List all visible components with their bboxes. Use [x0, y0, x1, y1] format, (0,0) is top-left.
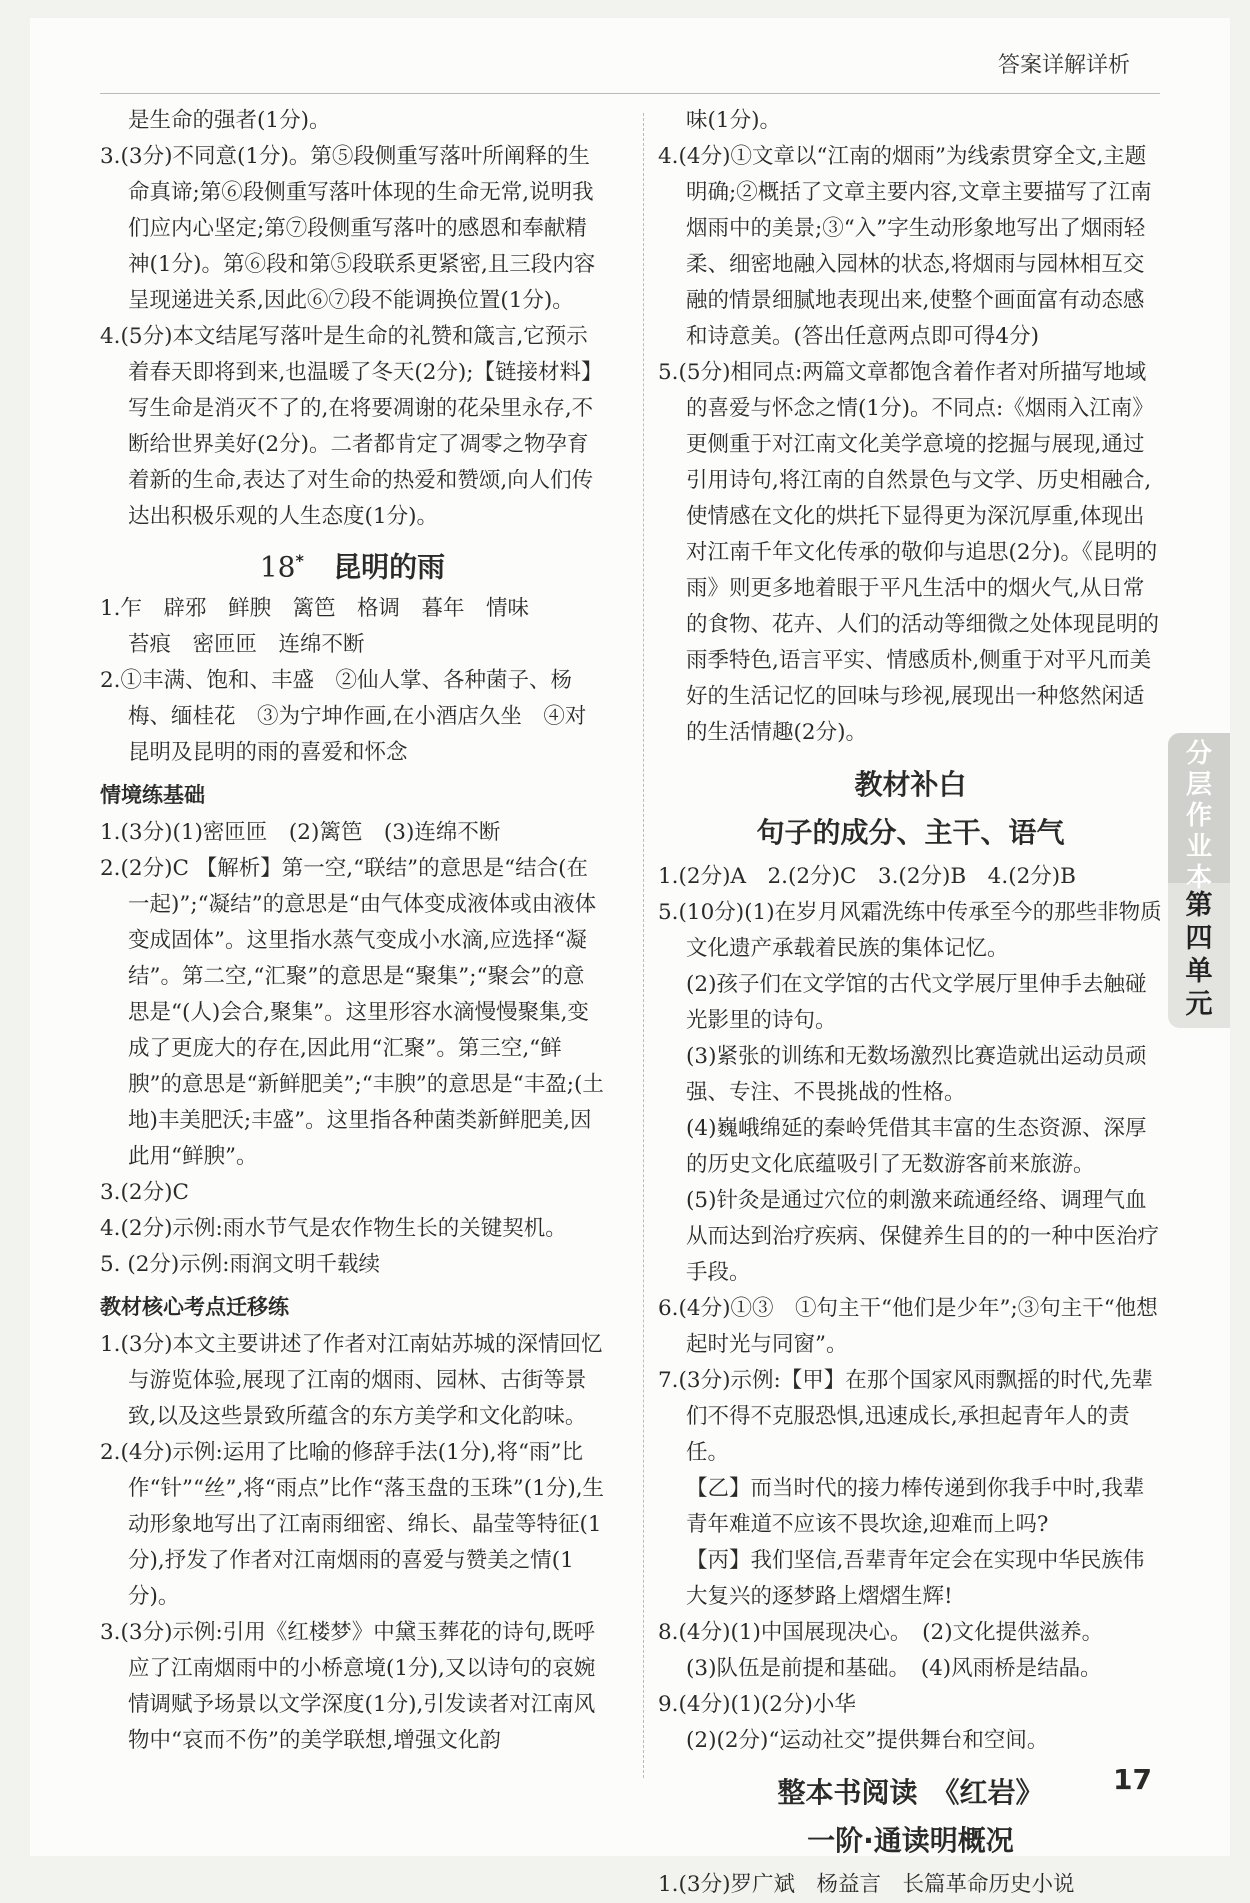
sup-q8-a: 8.(4分)(1)中国展现决心。 (2)文化提供滋养。	[658, 1620, 1104, 1645]
answer-q3: 3.(3分)不同意(1分)。第⑤段侧重写落叶所阐释的生命真谛;第⑥段侧重写落叶体现的生命无常,说明我们应内心坚定;第⑦段侧重写落叶的感恩和奉献精神(1分)。第⑥段和第⑤段联系更紧密,且三段内容呈现递进关系,因此⑥⑦段不能调换位置(1分)。	[100, 144, 596, 313]
basic-q2: 2.(2分)C 【解析】第一空,“联结”的意思是“结合(在一起)”;“凝结”的意思是“由气体变成液体或由液体变成固体”。这里指水蒸气变成小水滴,应选择“凝结”。第二空,“汇聚”的意思是“聚集”;“聚会”的意思是“(人)会合,聚集”。这里形容水滴慢慢聚集,变成了更庞大的存在,因此用“汇聚”。第三空,“鲜腴”的意思是“新鲜肥美”;“丰腴”的意思是“丰盈;(土地)丰美肥沃;丰盛”。这里指各种菌类新鲜肥美,因此用“鲜腴”。	[100, 856, 604, 1170]
basic-q1: 1.(3分)(1)密匝匝 (2)篱笆 (3)连绵不断	[100, 820, 501, 846]
page	[30, 18, 1230, 1897]
sup-q5-1: 5.(10分)(1)在岁月风霜洗练中传承至今的那些非物质文化遗产承载着民族的集体记忆。	[658, 900, 1162, 961]
supplement-title: 教材补白	[854, 768, 967, 801]
lesson-q1-line2: 苔痕 密匝匝 连绵不断	[128, 632, 365, 658]
section-core-transfer: 教材核心考点迁移练	[100, 1295, 289, 1320]
core-q4: 4.(4分)①文章以“江南的烟雨”为线索贯穿全文,主题明确;②概括了文章主要内容,文章主要描写了江南烟雨中的美景;③“入”字生动形象地写出了烟雨轻柔、细密地融入园林的状态,将烟雨与园林相互交融的情景细腻地表现出来,使整个画面富有动态感和诗意美。(答出任意两点即可得4分)	[658, 144, 1152, 349]
core-q3: 3.(3分)示例:引用《红楼梦》中黛玉葬花的诗句,既呼应了江南烟雨中的小桥意境(1分),又以诗句的哀婉情调赋予场景以文学深度(1分),引发读者对江南风物中“哀而不伤”的美学联想,增强文化韵	[100, 1620, 596, 1754]
sup-q5-5: (5)针灸是通过穴位的刺激来疏通经络、调理气血从而达到治疗疾病、保健养生目的的一种中医治疗手段。	[686, 1188, 1160, 1285]
core-q5: 5.(5分)相同点:两篇文章都饱含着作者对所描写地域的喜爱与怀念之情(1分)。不同点:《烟雨入江南》更侧重于对江南文化美学意境的挖掘与展现,通过引用诗句,将江南的自然景色与文学、历史相融合,使情感在文化的烘托下显得更为深沉厚重,体现出对江南千年文化传承的敬仰与追思(2分)。《昆明的雨》则更多地着眼于平凡生活中的烟火气,从日常的食物、花卉、人们的活动等细微之处体现昆明的雨季特色,语言平实、情感质朴,侧重于对平凡而美好的生活记忆的回味与珍视,展现出一种悠然闲适的生活情趣(2分)。	[658, 360, 1160, 745]
book-q1: 1.(3分)罗广斌 杨益言 长篇革命历史小说	[658, 1872, 1075, 1897]
answer-q4: 4.(5分)本文结尾写落叶是生命的礼赞和箴言,它预示着春天即将到来,也温暖了冬天(2分);【链接材料】写生命是消灭不了的,在将要凋谢的花朵里永存,不断给世界美好(2分)。二者都肯定了凋零之物孕育着新的生命,表达了对生命的热爱和赞颂,向人们传达出积极乐观的人生态度(1分)。	[100, 324, 603, 529]
sup-q5-3: (3)紧张的训练和无数场激烈比赛造就出运动员顽强、专注、不畏挑战的性格。	[686, 1044, 1147, 1105]
sup-q7: 7.(3分)示例:【甲】在那个国家风雨飘摇的时代,先辈们不得不克服恐惧,迅速成长,承担起青年人的责任。	[658, 1368, 1154, 1465]
side-tab	[1168, 733, 1230, 1028]
basic-q4: 4.(2分)示例:雨水节气是农作物生长的关键契机。	[100, 1216, 567, 1242]
lesson-title: 昆明的雨	[333, 550, 446, 584]
sup-q8-b: (3)队伍是前提和基础。 (4)风雨桥是结晶。	[686, 1656, 1102, 1681]
lesson-q2: 2.①丰满、饱和、丰盛 ②仙人掌、各种菌子、杨梅、缅桂花 ③为宁坤作画,在小酒店久坐 ④对昆明及昆明的雨的喜爱和怀念	[100, 668, 587, 766]
lesson-number: 18	[259, 550, 296, 584]
sup-q5-2: (2)孩子们在文学馆的古代文学展厅里伸手去触碰光影里的诗句。	[686, 972, 1147, 1033]
left-column	[100, 103, 605, 1759]
column-divider	[643, 113, 644, 1778]
side-tab-bottom: 第 四 单 元	[1185, 890, 1213, 1020]
core-q1: 1.(3分)本文主要讲述了作者对江南姑苏城的深情回忆与游览体验,展现了江南的烟雨、园林、古街等景致,以及这些景致所蕴含的东方美学和文化韵味。	[100, 1332, 603, 1430]
book-reading-subtitle: 一阶·通读明概况	[807, 1824, 1014, 1857]
core-q2: 2.(4分)示例:运用了比喻的修辞手法(1分),将“雨”比作“针”“丝”,将“雨点”比作“落玉盘的玉珠”(1分),生动形象地写出了江南雨细密、绵长、晶莹等特征(1分),抒发了作者对江南烟雨的喜爱与赞美之情(1分)。	[100, 1440, 605, 1610]
page-header: 答案详解详析	[997, 53, 1130, 78]
basic-q5: 5. (2分)示例:雨润文明千载续	[100, 1252, 381, 1278]
answer-q2-tail: 是生命的强者(1分)。	[128, 108, 331, 133]
sup-q7-b: 【乙】而当时代的接力棒传递到你我手中时,我辈青年难道不应该不畏坎途,迎难而上吗?	[686, 1476, 1145, 1537]
sup-q5-4: (4)巍峨绵延的秦岭凭借其丰富的生态资源、深厚的历史文化底蕴吸引了无数游客前来旅游。	[686, 1116, 1147, 1177]
lesson-star: *	[295, 551, 304, 570]
supplement-subtitle: 句子的成分、主干、语气	[756, 816, 1065, 849]
right-column	[658, 103, 1163, 1903]
page-number: 17	[1113, 1763, 1152, 1796]
basic-q3: 3.(2分)C	[100, 1180, 189, 1206]
sup-q1-4: 1.(2分)A 2.(2分)C 3.(2分)B 4.(2分)B	[658, 864, 1076, 889]
side-tab-top: 分 层 作 业 本	[1168, 733, 1230, 883]
section-basic-practice: 情境练基础	[100, 783, 205, 808]
header-rule	[100, 93, 1160, 94]
core-q3-tail: 味(1分)。	[686, 108, 781, 133]
sup-q7-c: 【丙】我们坚信,吾辈青年定会在实现中华民族伟大复兴的逐梦路上熠熠生辉!	[686, 1548, 1145, 1609]
lesson-heading	[100, 543, 605, 585]
sup-q9-b: (2)(2分)“运动社交”提供舞台和空间。	[686, 1728, 1049, 1753]
lesson-q1-line1: 1.乍 辟邪 鲜腴 篱笆 格调 暮年 情味	[100, 596, 530, 622]
book-reading-title: 整本书阅读 《红岩》	[777, 1776, 1044, 1809]
sup-q9-a: 9.(4分)(1)(2分)小华	[658, 1692, 856, 1717]
sup-q6: 6.(4分)①③ ①句主干“他们是少年”;③句主干“他想起时光与同窗”。	[658, 1296, 1158, 1357]
